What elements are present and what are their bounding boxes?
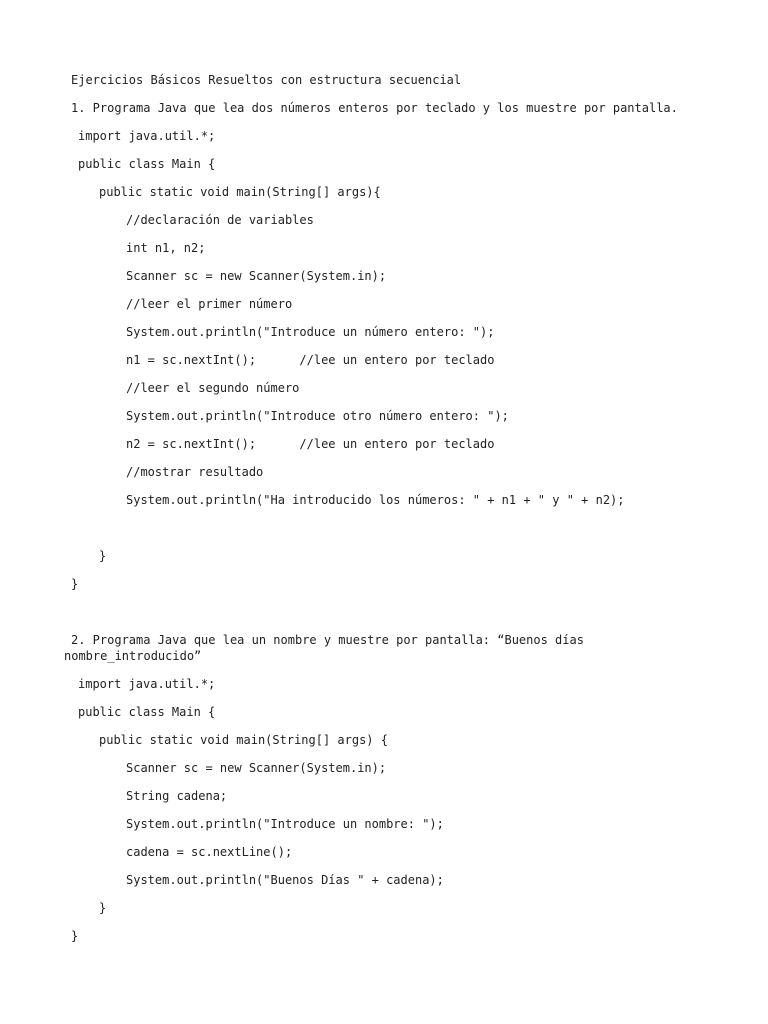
code-line: int n1, n2;	[126, 241, 206, 255]
code-line: }	[99, 901, 107, 915]
code-line: System.out.println("Ha introducido los números: " + n1 + " y " + n2);	[126, 493, 625, 507]
code-line: public class Main {	[78, 157, 216, 171]
code-line: }	[71, 929, 79, 943]
document-title: Ejercicios Básicos Resueltos con estructura secuencial	[71, 73, 462, 87]
code-line: public static void main(String[] args) {	[99, 733, 388, 747]
code-line: System.out.println("Introduce otro número entero: ");	[126, 409, 509, 423]
code-line: public class Main {	[78, 705, 216, 719]
code-line: n1 = sc.nextInt(); //lee un entero por teclado	[126, 353, 495, 367]
code-line: System.out.println("Introduce un nombre: ");	[126, 817, 444, 831]
code-line: cadena = sc.nextLine();	[126, 845, 293, 859]
code-line: Scanner sc = new Scanner(System.in);	[126, 269, 387, 283]
code-line: String cadena;	[126, 789, 228, 803]
code-line: System.out.println("Introduce un número entero: ");	[126, 325, 495, 339]
code-line: //mostrar resultado	[126, 465, 264, 479]
code-line: //leer el primer número	[126, 297, 293, 311]
code-line: public static void main(String[] args){	[99, 185, 381, 199]
code-line: n2 = sc.nextInt(); //lee un entero por teclado	[126, 437, 495, 451]
code-line: }	[99, 549, 107, 563]
code-line: System.out.println("Buenos Días " + cadena);	[126, 873, 444, 887]
code-line: }	[71, 577, 79, 591]
exercise-1-heading: 1. Programa Java que lea dos números enteros por teclado y los muestre por pantalla.	[71, 101, 678, 115]
code-line: import java.util.*;	[78, 677, 216, 691]
code-line: import java.util.*;	[78, 129, 216, 143]
code-line: Scanner sc = new Scanner(System.in);	[126, 761, 387, 775]
exercise-2-heading-continued: nombre_introducido”	[64, 649, 202, 663]
exercise-2-heading: 2. Programa Java que lea un nombre y muestre por pantalla: “Buenos días	[71, 633, 584, 647]
code-line: //declaración de variables	[126, 213, 314, 227]
code-line: //leer el segundo número	[126, 381, 300, 395]
